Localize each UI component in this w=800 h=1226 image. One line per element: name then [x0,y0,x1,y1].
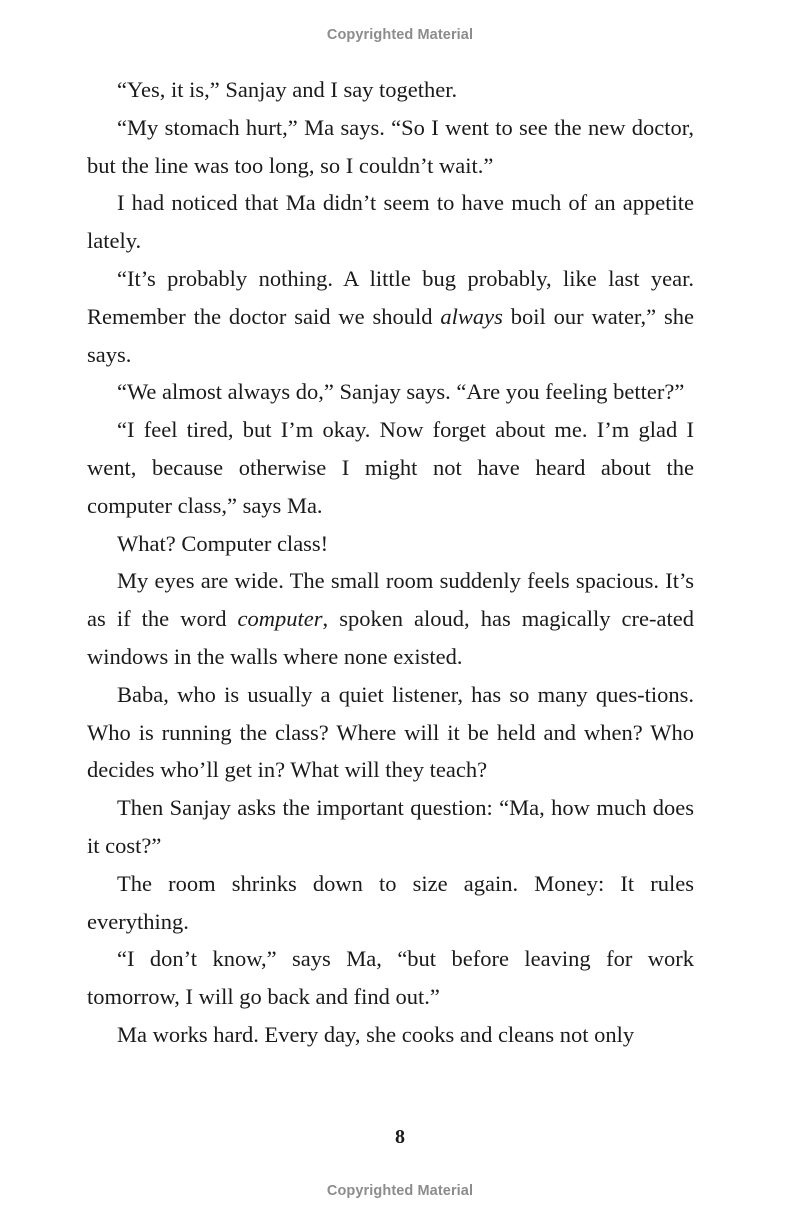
page-number: 8 [395,1126,405,1148]
emphasis-word: computer [237,606,323,632]
paragraph: “I don’t know,” says Ma, “but before leaving for work tomorrow, I will go back and find out.” [87,946,694,1010]
paragraph: “I feel tired, but I’m okay. Now forget about me. I’m glad I went, because otherwise I might not have heard about the computer class,” says Ma. [87,417,694,518]
emphasis-word: always [440,303,503,329]
copyright-watermark-top: Copyrighted Material [326,27,474,43]
paragraph: My eyes are wide. The small room suddenly feels spacious. It’s as if the word computer, spoken aloud, has magically cre-ated windows in the walls where none existed. [87,568,694,669]
paragraph: I had noticed that Ma didn’t seem to have much of an appetite lately. [87,190,694,254]
page-body [87,71,694,1054]
copyright-watermark-bottom: Copyrighted Material [326,1183,474,1199]
paragraph: “It’s probably nothing. A little bug probably, like last year. Remember the doctor said we should always boil our water,” she says. [87,265,694,367]
paragraph: The room shrinks down to size again. Money: It rules everything. [87,870,694,934]
paragraph: “My stomach hurt,” Ma says. “So I went to see the new doctor, but the line was too long, so I couldn’t wait.” [87,114,694,178]
paragraph: What? Computer class! [117,530,329,556]
paragraph: Ma works hard. Every day, she cooks and cleans not only [117,1021,635,1047]
paragraph: Then Sanjay asks the important question: “Ma, how much does it cost?” [87,795,694,858]
paragraph: “We almost always do,” Sanjay says. “Are you feeling better?” [117,379,685,405]
paragraph: Baba, who is usually a quiet listener, has so many ques-tions. Who is running the class? Where will it be held and when? Who decides who’ll get in? What will they teach? [87,681,694,783]
paragraph: “Yes, it is,” Sanjay and I say together. [117,77,458,102]
